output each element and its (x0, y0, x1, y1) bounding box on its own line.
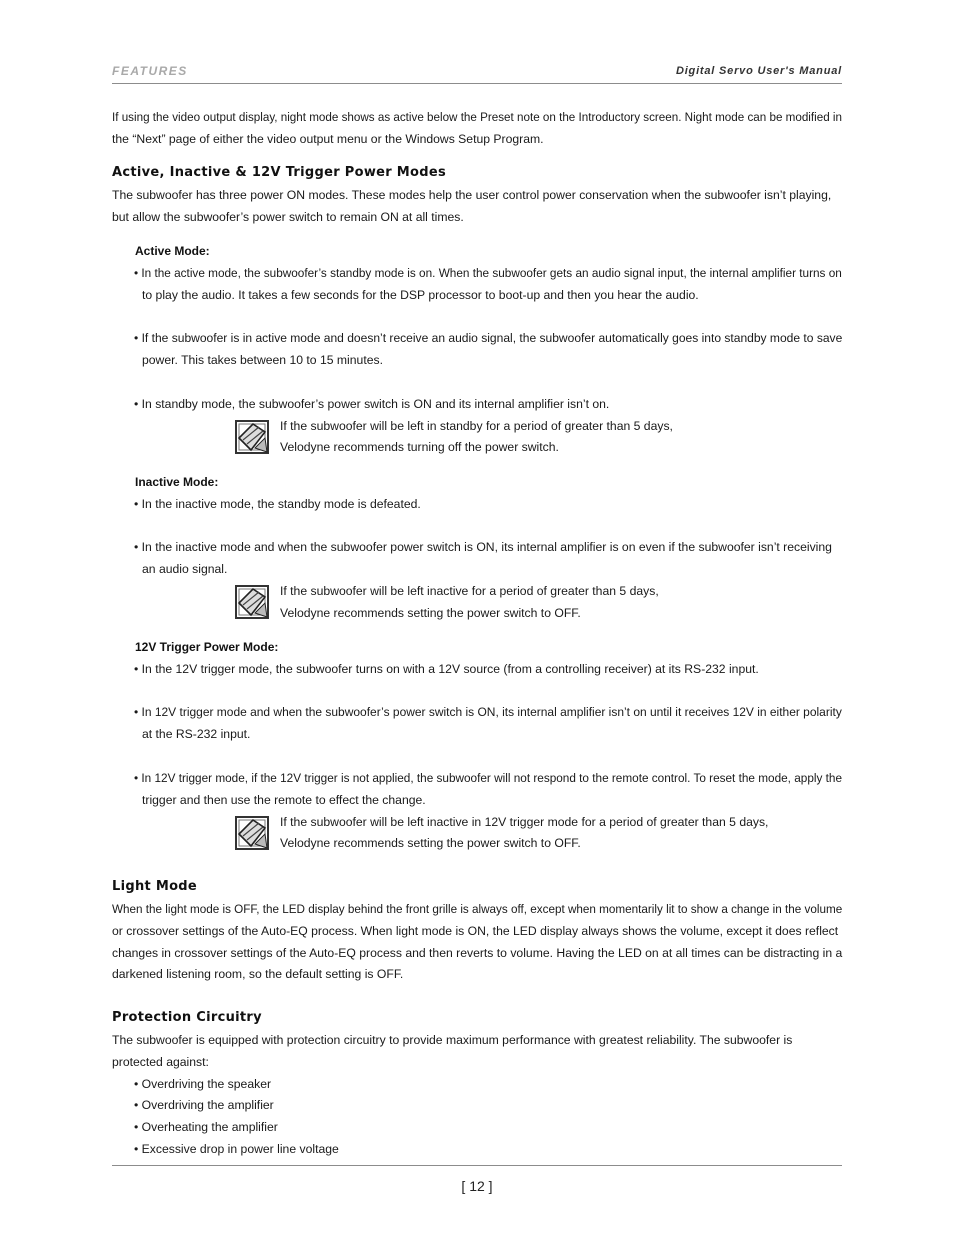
intro-line-1: If using the video output display, night mode shows as active below the Preset note on the Introductory screen. Night mode can be modified in (112, 110, 842, 124)
trigger-bullet-3a: • In 12V trigger mode, if the 12V trigger is not applied, the subwoofer will not respond to the remote control. To reset the mode, apply the (134, 771, 843, 785)
trigger-note-1: If the subwoofer will be left inactive in 12V trigger mode for a period of greater than 5 days, (280, 815, 769, 829)
light-mode-line-2: or crossover settings of the Auto-EQ process. When light mode is ON, the LED display always shows the volume, except it does reflect (112, 924, 839, 938)
light-mode-line-3: changes in crossover settings of the Auto-EQ process and then reverts to volume. Having the LED on at all times can be distracting in a (112, 946, 843, 960)
inactive-note-1: If the subwoofer will be left inactive for a period of greater than 5 days, (280, 584, 659, 598)
protection-item: • Overdriving the speaker (134, 1077, 272, 1091)
active-bullet-3: • In standby mode, the subwoofer’s power switch is ON and its internal amplifier isn’t on. (134, 397, 610, 411)
active-bullet-2b: power. This takes between 10 to 15 minutes. (142, 353, 383, 367)
note-pencil-icon (233, 814, 271, 852)
page-number: [ 12 ] (461, 1178, 493, 1194)
power-modes-heading: Active, Inactive & 12V Trigger Power Modes (112, 165, 447, 180)
inactive-bullet-2a: • In the inactive mode and when the subwoofer power switch is ON, its internal amplifier is on even if the subwoofer isn’t receiving (134, 540, 832, 554)
protection-line-2: protected against: (112, 1055, 209, 1069)
trigger-bullet-2b: at the RS-232 input. (142, 727, 251, 741)
light-mode-heading: Light Mode (112, 879, 198, 894)
footer-rule (112, 1165, 842, 1166)
light-mode-line-1: When the light mode is OFF, the LED display behind the front grille is always off, except when momentarily lit to show a change in the volume (112, 902, 843, 916)
light-mode-line-4: darkened listening room, so the default setting is OFF. (112, 967, 404, 981)
inactive-mode-title: Inactive Mode: (135, 475, 219, 489)
note-pencil-icon (233, 583, 271, 621)
header-rule (112, 83, 842, 84)
active-bullet-1b: to play the audio. It takes a few seconds for the DSP processor to boot-up and then you hear the audio. (142, 288, 699, 302)
trigger-bullet-1: • In the 12V trigger mode, the subwoofer turns on with a 12V source (from a controlling receiver) at its RS-232 input. (134, 662, 759, 676)
power-modes-intro-2: but allow the subwoofer’s power switch to remain ON at all times. (112, 210, 464, 224)
protection-heading: Protection Circuitry (112, 1010, 262, 1025)
power-modes-intro-1: The subwoofer has three power ON modes. These modes help the user control power conservation when the subwoofer isn’t playing, (112, 188, 832, 202)
protection-item: • Overheating the amplifier (134, 1120, 278, 1134)
trigger-mode-title: 12V Trigger Power Mode: (135, 640, 279, 654)
trigger-bullet-3b: trigger and then use the remote to effect the change. (142, 793, 426, 807)
manual-title: Digital Servo User's Manual (675, 65, 842, 77)
protection-item: • Excessive drop in power line voltage (134, 1142, 339, 1156)
active-bullet-2a: • If the subwoofer is in active mode and doesn’t receive an audio signal, the subwoofer automatically goes into standby mode to save (134, 331, 843, 345)
inactive-bullet-2b: an audio signal. (142, 562, 228, 576)
protection-item: • Overdriving the amplifier (134, 1098, 274, 1112)
inactive-note-2: Velodyne recommends setting the power switch to OFF. (280, 606, 581, 620)
protection-line-1: The subwoofer is equipped with protection circuitry to provide maximum performance with greatest reliability. The subwoofer is (112, 1033, 793, 1047)
section-title: FEATURES (112, 64, 188, 78)
active-mode-title: Active Mode: (135, 244, 210, 258)
active-bullet-1a: • In the active mode, the subwoofer’s standby mode is on. When the subwoofer gets an audio signal input, the internal amplifier turns on (134, 266, 842, 280)
inactive-bullet-1: • In the inactive mode, the standby mode is defeated. (134, 497, 421, 511)
active-note-2: Velodyne recommends turning off the power switch. (280, 440, 559, 454)
active-note-1: If the subwoofer will be left in standby for a period of greater than 5 days, (280, 419, 673, 433)
page-header (112, 64, 842, 82)
trigger-bullet-2a: • In 12V trigger mode and when the subwoofer’s power switch is ON, its internal amplifier isn’t on until it receives 12V in either polarity (134, 705, 842, 719)
intro-line-2: the “Next” page of either the video output menu or the Windows Setup Program. (112, 132, 544, 146)
trigger-note-2: Velodyne recommends setting the power switch to OFF. (280, 836, 581, 850)
note-pencil-icon (233, 418, 271, 456)
